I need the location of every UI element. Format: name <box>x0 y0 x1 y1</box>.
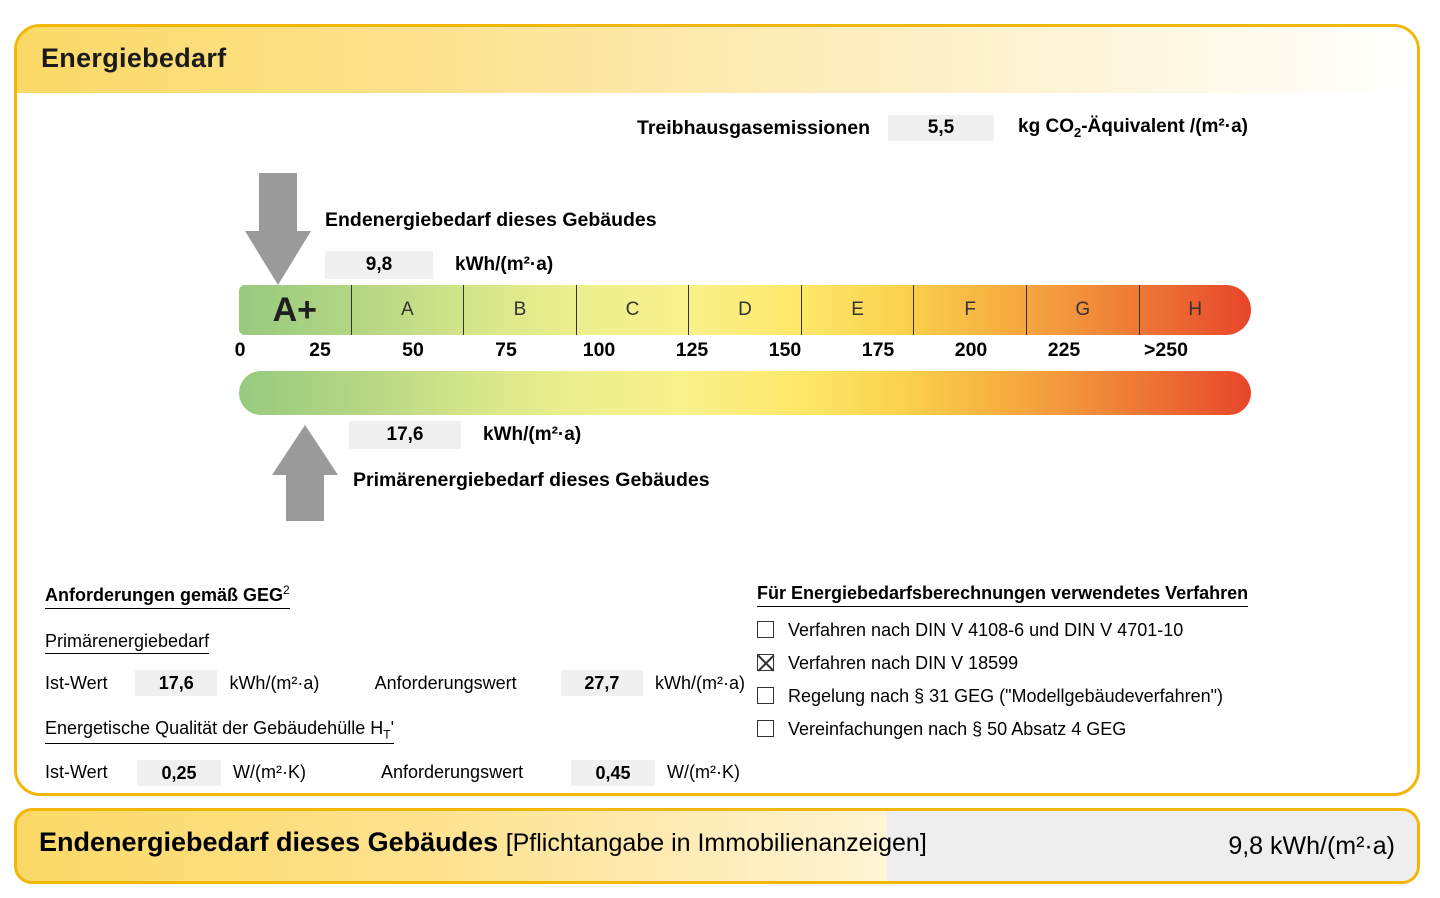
energy-class-scale <box>239 285 1251 335</box>
primary-energy-value: 17,6 <box>349 421 461 449</box>
footer-title <box>39 827 927 858</box>
scale-tick-200: 200 <box>954 339 988 361</box>
final-energy-unit: kWh/(m²·a) <box>455 254 554 275</box>
envelope-actual-value: 0,25 <box>137 760 221 786</box>
panel-header <box>17 27 1417 93</box>
method-checkbox-din-4108[interactable] <box>757 621 774 638</box>
method-checkbox-din-18599[interactable] <box>757 654 774 671</box>
primary-energy-value-row <box>349 421 581 449</box>
primary-actual-label: Ist-Wert <box>45 672 108 693</box>
final-energy-value-row <box>325 251 553 279</box>
requirements-heading-text: Anforderungen gemäß GEG <box>45 585 284 605</box>
method-option-geg-31[interactable] <box>757 687 1397 706</box>
envelope-subheading-sub: T <box>383 727 391 742</box>
page-title: Energiebedarf <box>41 43 227 73</box>
ghg-unit-pre: kg CO <box>1018 116 1074 138</box>
envelope-actual-unit: W/(m²·K) <box>233 762 306 783</box>
scale-tick-25: 25 <box>309 339 331 361</box>
scale-class-e: E <box>802 285 915 335</box>
requirements-block <box>45 583 745 796</box>
method-label-din-18599: Verfahren nach DIN V 18599 <box>788 653 1019 673</box>
footer-note: [Pflichtangabe in Immobilienanzeigen] <box>505 829 927 857</box>
greenhouse-gas-unit <box>1018 116 1248 140</box>
method-option-din-4108[interactable] <box>757 621 1397 640</box>
primary-required-unit: kWh/(m²·a) <box>655 672 745 693</box>
primary-energy-values-row <box>45 670 745 696</box>
footer-value-container <box>887 811 1417 881</box>
primary-actual-unit: kWh/(m²·a) <box>229 672 320 693</box>
requirements-heading <box>45 583 290 609</box>
envelope-values-row <box>45 760 745 786</box>
scale-class-g: G <box>1027 285 1140 335</box>
scale-tick-50: 50 <box>402 339 424 361</box>
scale-class-a-plus: A+ <box>239 285 352 335</box>
scale-class-b: B <box>464 285 577 335</box>
primary-required-label: Anforderungswert <box>374 672 517 693</box>
primary-required-value: 27,7 <box>561 670 643 696</box>
final-energy-label: Endenergiebedarf dieses Gebäudes <box>325 209 657 231</box>
primary-energy-unit: kWh/(m²·a) <box>483 424 582 445</box>
envelope-required-unit: W/(m²·K) <box>667 762 740 783</box>
requirements-heading-footnote: 2 <box>283 583 290 597</box>
method-checkbox-geg-50[interactable] <box>757 720 774 737</box>
scale-class-d: D <box>689 285 802 335</box>
greenhouse-gas-label: Treibhausgasemissionen <box>637 116 871 139</box>
envelope-subheading <box>45 718 394 744</box>
method-option-din-18599[interactable] <box>757 654 1397 673</box>
primary-energy-subheading: Primärenergiebedarf <box>45 631 209 654</box>
method-checkbox-geg-31[interactable] <box>757 687 774 704</box>
ghg-unit-sub: 2 <box>1073 124 1082 140</box>
scale-tick-75: 75 <box>495 339 517 361</box>
calculation-method-block <box>757 583 1397 739</box>
primary-energy-label: Primärenergiebedarf dieses Gebäudes <box>353 469 710 491</box>
scale-tick-225: 225 <box>1047 339 1081 361</box>
greenhouse-gas-row <box>637 115 1248 141</box>
final-energy-value: 9,8 <box>325 251 433 279</box>
method-label-geg-31: Regelung nach § 31 GEG ("Modellgebäudeverfahren") <box>788 686 1224 706</box>
method-label-din-4108: Verfahren nach DIN V 4108-6 und DIN V 4701-10 <box>788 620 1184 640</box>
scale-class-f: F <box>914 285 1027 335</box>
greenhouse-gas-value: 5,5 <box>888 115 994 141</box>
scale-tick-0: 0 <box>234 339 246 361</box>
envelope-subheading-pre: Energetische Qualität der Gebäudehülle H <box>45 718 384 738</box>
envelope-required-value: 0,45 <box>571 760 655 786</box>
scale-class-c: C <box>577 285 690 335</box>
envelope-subheading-post: ' <box>390 718 394 738</box>
primary-energy-pointer-arrow-icon <box>272 425 338 521</box>
energy-gradient-bar <box>239 371 1251 415</box>
footer-value: 9,8 kWh/(m²·a) <box>1228 831 1395 860</box>
scale-tick-250: >250 <box>1144 339 1188 361</box>
energy-demand-panel <box>14 24 1420 796</box>
scale-tick-100: 100 <box>582 339 616 361</box>
footer-title-text: Endenergiebedarf dieses Gebäudes <box>39 827 499 857</box>
final-energy-pointer-arrow-icon <box>245 173 311 285</box>
ghg-unit-post: -Äquivalent /(m²·a) <box>1081 116 1248 138</box>
envelope-required-label: Anforderungswert <box>381 762 524 783</box>
footer-bar <box>14 808 1420 884</box>
method-label-geg-50: Vereinfachungen nach § 50 Absatz 4 GEG <box>788 719 1127 739</box>
scale-tick-labels <box>213 339 1273 365</box>
calculation-method-heading: Für Energiebedarfsberechnungen verwendetes Verfahren <box>757 583 1248 607</box>
primary-actual-value: 17,6 <box>135 670 217 696</box>
scale-tick-150: 150 <box>768 339 802 361</box>
method-option-geg-50[interactable] <box>757 720 1397 739</box>
envelope-actual-label: Ist-Wert <box>45 762 108 783</box>
scale-tick-125: 125 <box>675 339 709 361</box>
scale-class-a: A <box>352 285 465 335</box>
scale-tick-175: 175 <box>861 339 895 361</box>
scale-class-h: H <box>1188 299 1203 320</box>
